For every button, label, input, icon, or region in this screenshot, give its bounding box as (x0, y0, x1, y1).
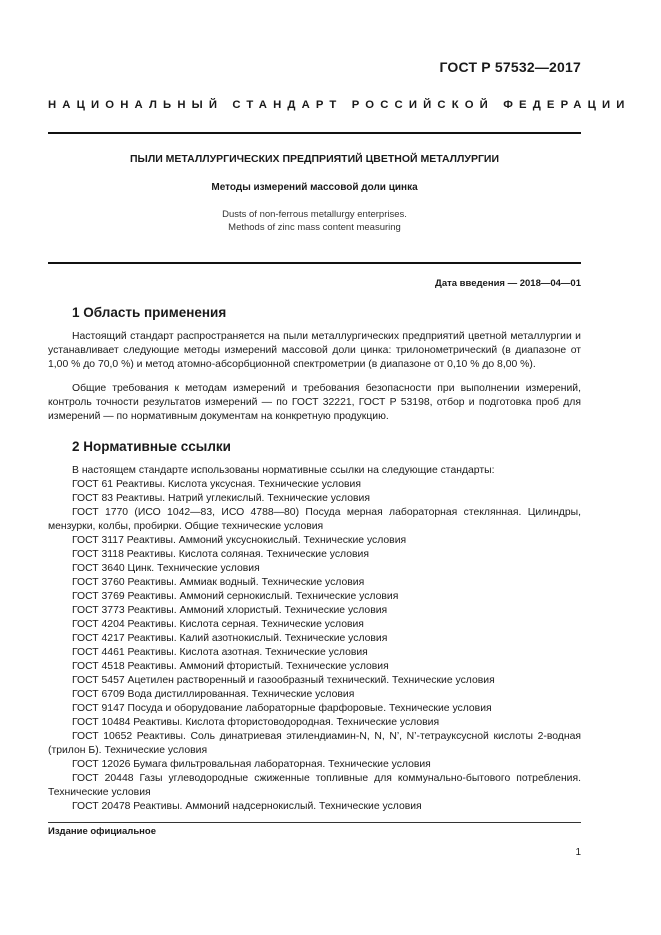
reference-item: ГОСТ 3118 Реактивы. Кислота соляная. Технические условия (72, 549, 369, 560)
scope-paragraph-2-text: Общие требования к методам измерений и требования безопасности при выполнении измерений, контроль точности результатов измерений — по ГОСТ 32221, ГОСТ Р 53198, отбор и подготовка проб для измерений — по нормативным документам на конкретную продукцию. (48, 383, 581, 422)
scope-paragraph-1 (48, 330, 581, 372)
reference-item: ГОСТ 9147 Посуда и оборудование лабораторные фарфоровые. Технические условия (72, 703, 492, 714)
english-title (48, 208, 581, 234)
scope-paragraph-2 (48, 382, 581, 424)
reference-item: ГОСТ 3773 Реактивы. Аммоний хлористый. Технические условия (72, 605, 388, 616)
title-divider (48, 262, 581, 264)
section-heading-references: 2 Нормативные ссылки (72, 439, 231, 454)
reference-item: ГОСТ 4461 Реактивы. Кислота азотная. Технические условия (72, 647, 368, 658)
reference-item: ГОСТ 4217 Реактивы. Калий азотнокислый. Технические условия (72, 633, 388, 644)
reference-item: ГОСТ 5457 Ацетилен растворенный и газообразный технический. Технические условия (72, 675, 495, 686)
reference-item: ГОСТ 61 Реактивы. Кислота уксусная. Технические условия (72, 479, 361, 490)
reference-item: ГОСТ 3760 Реактивы. Аммиак водный. Технические условия (72, 577, 365, 588)
reference-item: ГОСТ 6709 Вода дистиллированная. Технические условия (72, 689, 355, 700)
references-list (48, 464, 581, 814)
reference-item: ГОСТ 1770 (ИСО 1042—83, ИСО 4788—80) Посуда мерная лабораторная стеклянная. Цилиндры, мензурки, колбы, пробирки. Общие технические условия (48, 507, 581, 532)
document-number: ГОСТ Р 57532—2017 (439, 59, 581, 75)
document-title: ПЫЛИ МЕТАЛЛУРГИЧЕСКИХ ПРЕДПРИЯТИЙ ЦВЕТНОЙ МЕТАЛЛУРГИИ (130, 153, 499, 165)
references-intro: В настоящем стандарте использованы нормативные ссылки на следующие стандарты: (72, 465, 495, 476)
reference-item: ГОСТ 10484 Реактивы. Кислота фтористоводородная. Технические условия (72, 717, 440, 728)
official-edition-label: Издание официальное (48, 826, 156, 837)
scope-paragraph-1-text: Настоящий стандарт распространяется на пыли металлургических предприятий цветной металлургии и устанавливает следующие методы измерений массовой доли цинка: трилонометрический (в диапазоне от 1,00 % до 70,0 %) и метод атомно-абсорбционной спектрометрии (в диапазоне от 0,10 % до 8,00 %). (48, 331, 581, 370)
national-standard-caption: НАЦИОНАЛЬНЫЙ СТАНДАРТ РОССИЙСКОЙ ФЕДЕРАЦИИ (48, 99, 631, 111)
footer-divider (48, 822, 581, 823)
reference-item: ГОСТ 20448 Газы углеводородные сжиженные топливные для коммунально-бытового потребления. Технические условия (48, 773, 581, 798)
reference-item: ГОСТ 4204 Реактивы. Кислота серная. Технические условия (72, 619, 364, 630)
document-subtitle: Методы измерений массовой доли цинка (211, 182, 418, 193)
reference-item: ГОСТ 3117 Реактивы. Аммоний уксуснокислый. Технические условия (72, 535, 407, 546)
reference-item: ГОСТ 12026 Бумага фильтровальная лабораторная. Технические условия (72, 759, 431, 770)
reference-item: ГОСТ 4518 Реактивы. Аммоний фтористый. Технические условия (72, 661, 389, 672)
header-divider (48, 132, 581, 134)
reference-item: ГОСТ 3769 Реактивы. Аммоний сернокислый. Технические условия (72, 591, 399, 602)
reference-item: ГОСТ 20478 Реактивы. Аммоний надсернокислый. Технические условия (72, 801, 422, 812)
section-heading-scope: 1 Область применения (72, 305, 227, 320)
reference-item: ГОСТ 3640 Цинк. Технические условия (72, 563, 260, 574)
english-title-line-1: Dusts of non-ferrous metallurgy enterprises. (222, 209, 407, 220)
page-number: 1 (575, 847, 581, 858)
reference-item: ГОСТ 10652 Реактивы. Соль динатриевая этилендиамин-N, N, N’, N’-тетрауксусной кислоты 2-водная (трилон Б). Технические условия (48, 731, 581, 756)
introduction-date: Дата введения — 2018—04—01 (435, 278, 581, 289)
reference-item: ГОСТ 83 Реактивы. Натрий углекислый. Технические условия (72, 493, 370, 504)
english-title-line-2: Methods of zinc mass content measuring (228, 222, 401, 233)
